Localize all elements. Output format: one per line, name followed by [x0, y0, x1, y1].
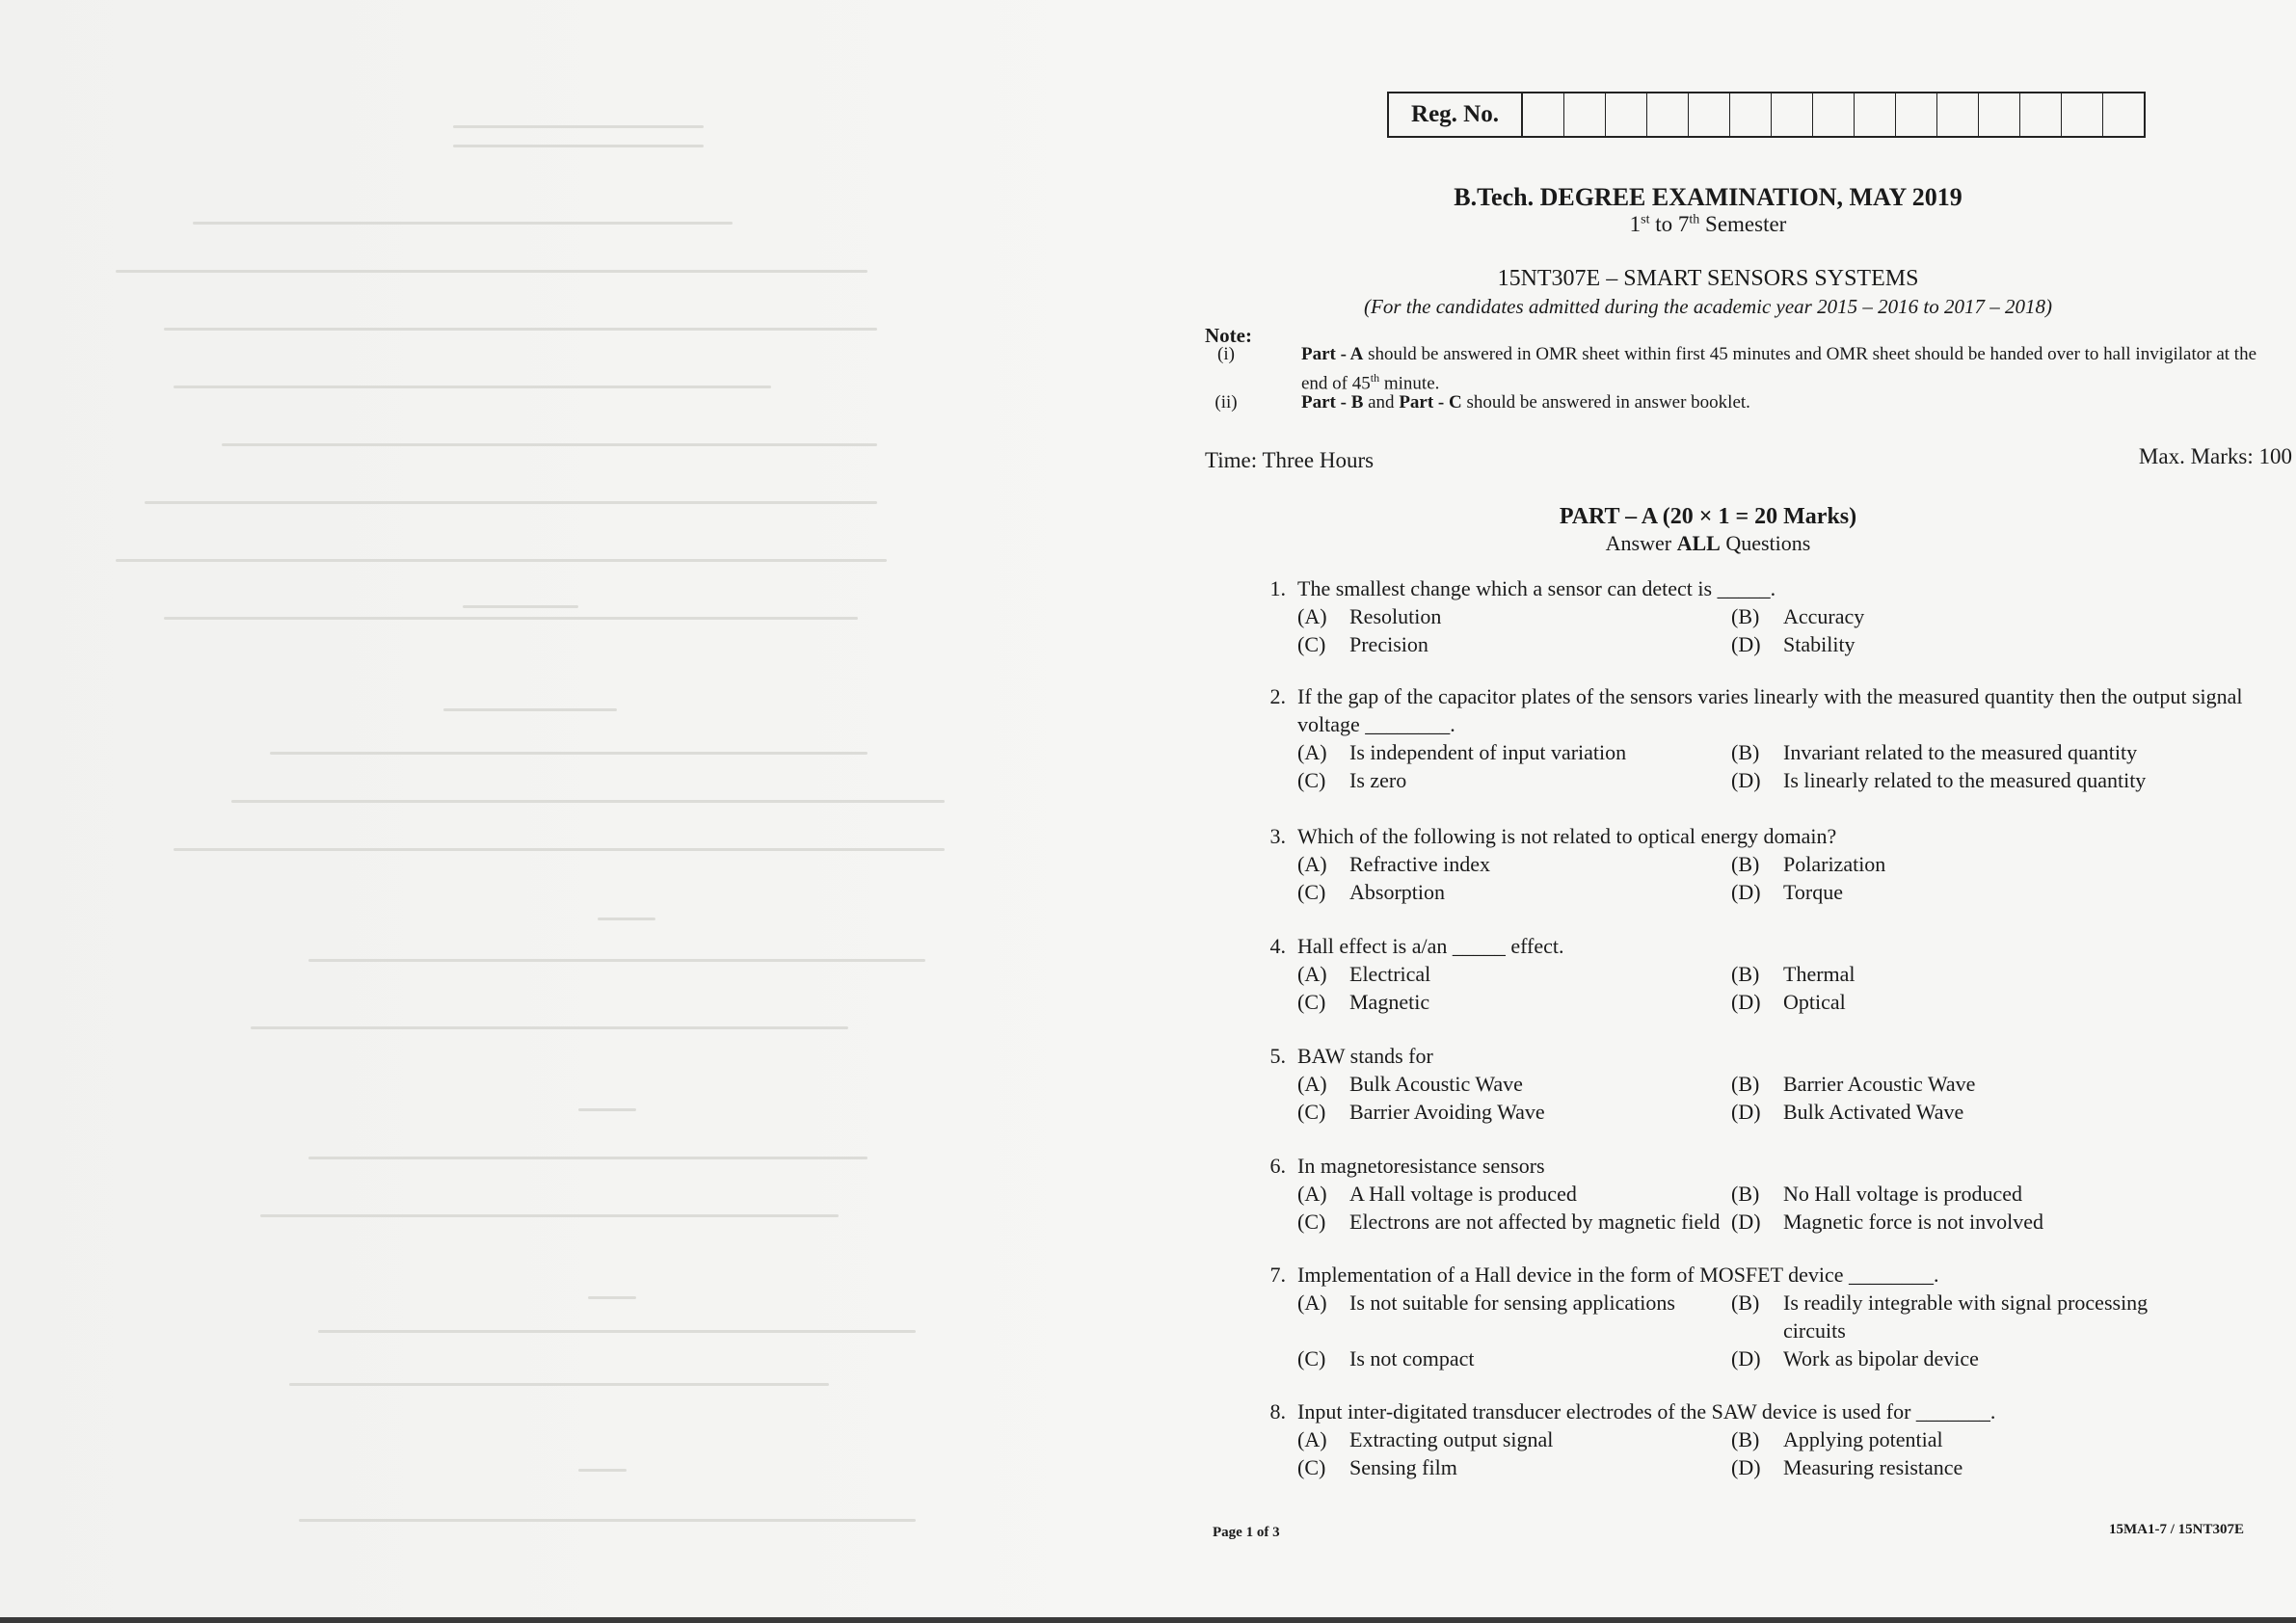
option-label: (A) [1297, 962, 1327, 986]
reg-no-cell [1772, 93, 1813, 136]
ghost-line [578, 1469, 627, 1472]
ghost-line [453, 145, 704, 147]
answer-option [1297, 960, 1731, 988]
option-grid [1297, 602, 2294, 658]
answer-option [1297, 1289, 1731, 1344]
ghost-line [260, 1214, 839, 1217]
option-label: (D) [1731, 1455, 1761, 1479]
option-grid [1297, 1070, 2294, 1126]
answer-option [1297, 1180, 1731, 1208]
answer-option [1731, 850, 2203, 878]
option-text: Absorption [1349, 880, 1445, 904]
answer-option [1297, 738, 1731, 766]
exam-duration: Time: Three Hours [1205, 448, 1375, 472]
reg-no-cell [2103, 93, 2144, 136]
answer-option [1731, 988, 2203, 1016]
answer-option [1297, 1425, 1731, 1453]
reg-no-cell [1730, 93, 1772, 136]
option-text: Electrons are not affected by magnetic field [1349, 1210, 1721, 1234]
option-text: Invariant related to the measured quantity [1783, 740, 2138, 764]
question-number: 6. [1269, 1154, 1286, 1178]
option-label: (D) [1731, 632, 1761, 656]
option-label: (A) [1297, 740, 1327, 764]
answer-option [1731, 878, 2203, 906]
ghost-line [270, 752, 868, 755]
option-label: (A) [1297, 1182, 1327, 1206]
option-text: Is readily integrable with signal processing circuits [1783, 1290, 2149, 1343]
option-text: Refractive index [1349, 852, 1490, 876]
answer-option [1297, 1453, 1731, 1481]
option-text: Accuracy [1783, 604, 1865, 628]
option-text: Torque [1783, 880, 1843, 904]
question-stem: In magnetoresistance sensors [1297, 1154, 1545, 1178]
option-text: Is zero [1349, 768, 1407, 792]
answer-option [1297, 1070, 1731, 1098]
ghost-line [578, 1108, 636, 1111]
answer-option [1731, 1344, 2203, 1372]
question-stem: If the gap of the capacitor plates of the sensors varies linearly with the measured quantity then the output signal voltage ________. [1297, 684, 2243, 736]
question-stem: Input inter-digitated transducer electrodes of the SAW device is used for _______. [1297, 1399, 1996, 1423]
question-number: 1. [1269, 576, 1286, 600]
option-text: Is not compact [1349, 1346, 1475, 1370]
part-a-heading: PART – A (20 × 1 = 20 Marks) [1559, 504, 1857, 529]
option-grid [1297, 1289, 2294, 1372]
option-text: Magnetic [1349, 990, 1430, 1014]
ghost-line [231, 800, 945, 803]
option-text: Bulk Acoustic Wave [1349, 1072, 1523, 1096]
exam-title: B.Tech. DEGREE EXAMINATION, MAY 2019 [1454, 183, 1962, 211]
reg-no-cell [1896, 93, 1937, 136]
option-label: (C) [1297, 990, 1326, 1014]
option-text: Is not suitable for sensing applications [1349, 1290, 1675, 1315]
option-label: (C) [1297, 632, 1326, 656]
answer-option [1731, 1070, 2203, 1098]
ghost-line [453, 125, 704, 128]
answer-option [1731, 630, 2203, 658]
option-text: Precision [1349, 632, 1428, 656]
option-text: Stability [1783, 632, 1855, 656]
reg-no-cell [2062, 93, 2103, 136]
part-a-instruction: Answer ALL Questions [1605, 531, 1811, 555]
reg-no-cell [1647, 93, 1689, 136]
option-label: (B) [1731, 604, 1760, 628]
answer-option [1731, 1289, 2203, 1344]
option-text: Extracting output signal [1349, 1427, 1554, 1451]
option-label: (C) [1297, 1346, 1326, 1370]
reg-no-cell [2020, 93, 2062, 136]
answer-option [1731, 1180, 2203, 1208]
ghost-line [116, 270, 868, 273]
option-label: (C) [1297, 1100, 1326, 1124]
answer-option [1297, 1098, 1731, 1126]
ghost-line [308, 1157, 868, 1159]
option-text: Barrier Acoustic Wave [1783, 1072, 1976, 1096]
question-number: 3. [1269, 824, 1286, 848]
option-text: Sensing film [1349, 1455, 1457, 1479]
question-number: 2. [1269, 684, 1286, 708]
reg-no-cell [1855, 93, 1896, 136]
ghost-line [164, 617, 858, 620]
ghost-line [174, 848, 945, 851]
answer-option [1731, 602, 2203, 630]
option-label: (D) [1731, 880, 1761, 904]
option-label: (D) [1731, 1210, 1761, 1234]
reg-no-cell [1979, 93, 2020, 136]
answer-option [1297, 878, 1731, 906]
option-label: (D) [1731, 1100, 1761, 1124]
answer-option [1731, 960, 2203, 988]
question [1263, 1261, 2294, 1372]
question-number: 7. [1269, 1263, 1286, 1287]
subject-title: 15NT307E – SMART SENSORS SYSTEMS [1497, 266, 1919, 291]
option-label: (B) [1731, 1290, 1760, 1315]
option-text: Polarization [1783, 852, 1886, 876]
reg-no-cell [1689, 93, 1730, 136]
paper-code: 15MA1-7 / 15NT307E [2109, 1522, 2244, 1537]
ghost-line [145, 501, 877, 504]
page-number: Page 1 of 3 [1213, 1525, 1280, 1540]
option-text: Measuring resistance [1783, 1455, 1963, 1479]
ghost-line [251, 1026, 848, 1029]
ghost-line [598, 918, 655, 920]
option-text: Magnetic force is not involved [1783, 1210, 2044, 1234]
option-text: Applying potential [1783, 1427, 1943, 1451]
answer-option [1731, 1453, 2203, 1481]
question [1263, 1042, 2294, 1126]
option-grid [1297, 1180, 2294, 1236]
answer-option [1731, 738, 2203, 766]
option-text: A Hall voltage is produced [1349, 1182, 1577, 1206]
question-stem: Which of the following is not related to optical energy domain? [1297, 824, 1837, 848]
answer-option [1297, 988, 1731, 1016]
question-stem: Hall effect is a/an _____ effect. [1297, 934, 1564, 958]
option-label: (A) [1297, 1072, 1327, 1096]
option-label: (C) [1297, 880, 1326, 904]
option-label: (A) [1297, 852, 1327, 876]
reg-no-box [1387, 92, 2146, 138]
answer-option [1731, 1208, 2203, 1236]
ghost-line [222, 443, 877, 446]
option-text: Is linearly related to the measured quantity [1783, 768, 2147, 792]
option-text: Thermal [1783, 962, 1855, 986]
reg-no-cell [1937, 93, 1979, 136]
exam-page: Reg. No. B.Tech. DEGREE EXAMINATION, MAY 2019 1st to 7th Semester 15NT307E – SMART SENSORS SYSTEMS (For the candidates admitted during the academic year 2015 – 2016 to 2017 – 2018) Note: (i) Part - A should be answered in OMR sheet within first 45 minutes and OMR sheet should be handed over to hall invigilator at the end of 45th minute. (ii) Part - B and Part - C should be answered in answer booklet. Time: Three Hours Max. Marks: 100 PART – A (20 × 1 = 20 Marks) Answer ALL Questions 1. The smallest change which a sensor can detect is _____. (A) Resolution (B) Accuracy (C) Precision (D) Stability 2. If the gap of the capacitor plates of the sensors varies linearly with the measured quantity then the output signal voltage ________. (A) Is independent of input variation (B) Invariant related to the measured quantity (C) Is zero (D) Is linearly related to the measured quantity 3. Which of the following is not related to optical energy domain? (A) Refractive index (B) Polarization (C) Absorption (D) Torque 4. Hall effect is a/an _____ effect. (A) Electrical (B) Thermal (C) Magnetic (D) Optical 5. BAW stands for (A) Bulk Acoustic Wave (B) Barrier Acoustic Wave (C) Barrier Avoiding Wave (D) Bulk Activated Wave 6. In magnetoresistance sensors (A) A Hall voltage is produced (B) No Hall voltage is produced (C) Electrons are not affected by magnetic field (D) Magnetic force is not involved 7. Implementation of a Hall device in the form of MOSFET device ________. (A) Is not suitable for sensing applications (B) Is readily integrable with signal processing circuits (C) Is not compact (D) Work as bipolar device 8. Input inter-digitated transducer electrodes of the SAW device is used for _______. (A) Extracting output signal (B) Applying potential (C) Sensing film (D) Measuring resistance Page 1 of 3 15MA1-7 / 15NT307E [1197, 0, 2296, 1623]
option-label: (D) [1731, 768, 1761, 792]
candidates-note: (For the candidates admitted during the academic year 2015 – 2016 to 2017 – 2018) [1364, 295, 2052, 318]
option-label: (A) [1297, 1290, 1327, 1315]
question-stem: BAW stands for [1297, 1044, 1433, 1068]
max-marks: Max. Marks: 100 [2138, 444, 2292, 468]
question-stem: The smallest change which a sensor can detect is _____. [1297, 576, 1776, 600]
option-text: Optical [1783, 990, 1846, 1014]
option-text: Bulk Activated Wave [1783, 1100, 1964, 1124]
option-text: Work as bipolar device [1783, 1346, 1979, 1370]
option-text: Resolution [1349, 604, 1442, 628]
ghost-line [308, 959, 925, 962]
page-bottom-edge [0, 1617, 2296, 1623]
ghost-line [588, 1296, 636, 1299]
option-label: (C) [1297, 1210, 1326, 1234]
option-label: (C) [1297, 1455, 1326, 1479]
option-label: (A) [1297, 1427, 1327, 1451]
ghost-line [116, 559, 887, 562]
ghost-line [318, 1330, 916, 1333]
reg-no-cell [1813, 93, 1855, 136]
option-label: (A) [1297, 604, 1327, 628]
question [1263, 682, 2294, 794]
answer-option [1297, 630, 1731, 658]
ghost-line [164, 328, 877, 331]
ghost-line [289, 1383, 829, 1386]
ghost-line [299, 1519, 916, 1522]
question-stem: Implementation of a Hall device in the form of MOSFET device ________. [1297, 1263, 1939, 1287]
question [1263, 822, 2294, 906]
option-label: (B) [1731, 1182, 1760, 1206]
option-text: Is independent of input variation [1349, 740, 1627, 764]
option-text: Electrical [1349, 962, 1431, 986]
option-label: (B) [1731, 962, 1760, 986]
ghost-line [463, 605, 578, 608]
reg-no-cell [1564, 93, 1606, 136]
option-label: (B) [1731, 1072, 1760, 1096]
semester-line: 1st to 7th Semester [1629, 212, 1787, 236]
answer-option [1297, 1344, 1731, 1372]
option-label: (C) [1297, 768, 1326, 792]
option-label: (B) [1731, 1427, 1760, 1451]
ghost-line [193, 222, 733, 225]
question-number: 8. [1269, 1399, 1286, 1423]
answer-option [1297, 1208, 1731, 1236]
option-grid [1297, 1425, 2294, 1481]
reg-no-cell [1606, 93, 1647, 136]
option-text: Barrier Avoiding Wave [1349, 1100, 1545, 1124]
question-number: 5. [1269, 1044, 1286, 1068]
answer-option [1297, 766, 1731, 794]
ghost-line [174, 386, 771, 388]
question [1263, 1397, 2294, 1481]
answer-option [1731, 1425, 2203, 1453]
answer-option [1297, 850, 1731, 878]
option-label: (B) [1731, 740, 1760, 764]
question-number: 4. [1269, 934, 1286, 958]
note-heading: Note: [1205, 324, 1252, 347]
question [1263, 1152, 2294, 1236]
option-label: (D) [1731, 1346, 1761, 1370]
option-label: (B) [1731, 852, 1760, 876]
answer-option [1731, 766, 2203, 794]
reg-no-cells [1523, 93, 2144, 136]
reg-no-label: Reg. No. [1389, 93, 1523, 136]
question [1263, 574, 2294, 658]
option-grid [1297, 850, 2294, 906]
answer-option [1731, 1098, 2203, 1126]
question [1263, 932, 2294, 1016]
answer-option [1297, 602, 1731, 630]
option-label: (D) [1731, 990, 1761, 1014]
option-grid [1297, 738, 2294, 794]
option-text: No Hall voltage is produced [1783, 1182, 2023, 1206]
option-grid [1297, 960, 2294, 1016]
reg-no-cell [1523, 93, 1564, 136]
ghost-line [443, 708, 617, 711]
